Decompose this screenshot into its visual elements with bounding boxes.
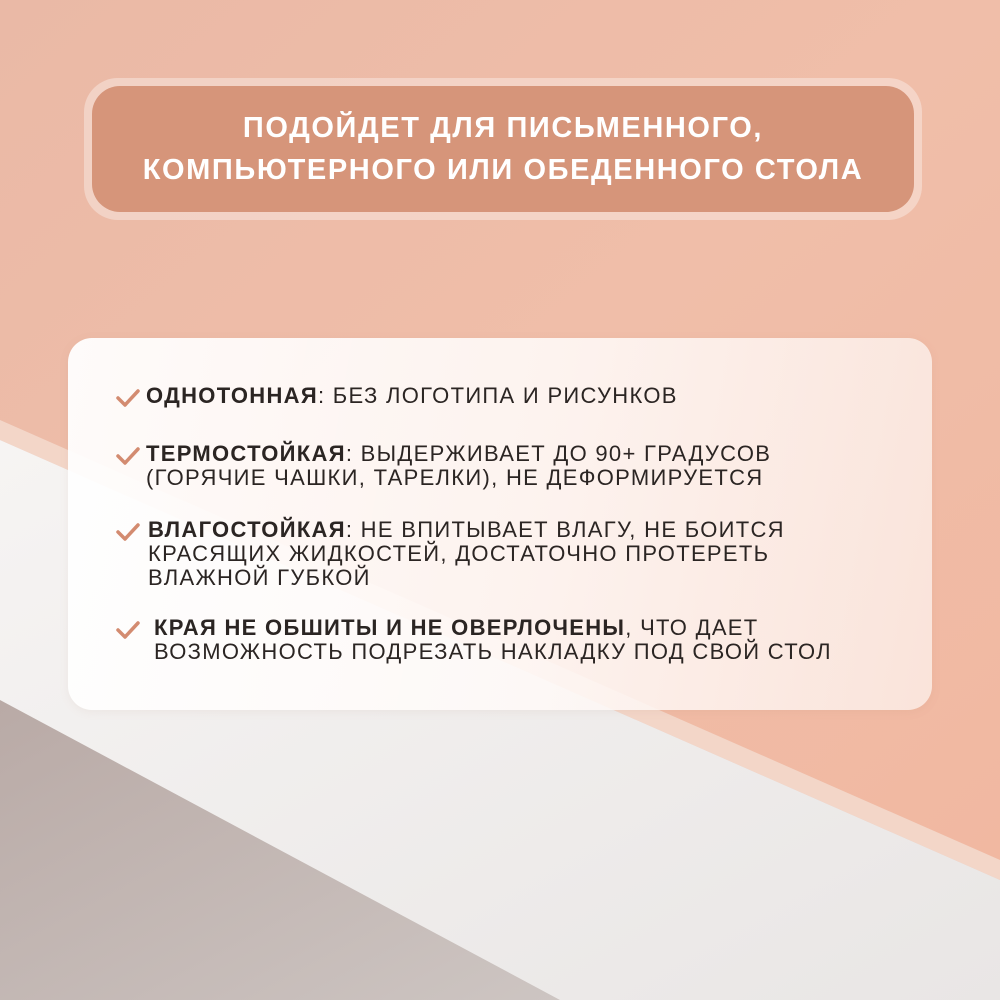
checkmark-icon (116, 522, 140, 542)
feature-bold: ОДНОТОННАЯ (146, 383, 318, 408)
checkmark-icon (116, 446, 140, 466)
feature-text-line-2: ВОЗМОЖНОСТЬ ПОДРЕЗАТЬ НАКЛАДКУ ПОД СВОЙ СТОЛ (154, 639, 832, 664)
feature-rest: : БЕЗ ЛОГОТИПА И РИСУНКОВ (317, 383, 678, 408)
feature-text-line-2: (ГОРЯЧИЕ ЧАШКИ, ТАРЕЛКИ), НЕ ДЕФОРМИРУЕТСЯ (146, 465, 764, 490)
feature-rest: : ВЫДЕРЖИВАЕТ ДО 90+ ГРАДУСОВ (345, 441, 772, 466)
features-card (68, 338, 932, 710)
feature-bold: ВЛАГОСТОЙКАЯ (148, 517, 346, 542)
feature-text-line-2: КРАСЯЩИХ ЖИДКОСТЕЙ, ДОСТАТОЧНО ПРОТЕРЕТЬ (148, 541, 770, 566)
title-banner-inner (92, 86, 914, 212)
checkmark-icon (116, 620, 140, 640)
feature-text-line-1 (148, 518, 785, 542)
checkmark-icon (116, 388, 140, 408)
feature-text-line-3: ВЛАЖНОЙ ГУБКОЙ (148, 565, 371, 590)
feature-rest: , ЧТО ДАЕТ (625, 615, 759, 640)
feature-bold: ТЕРМОСТОЙКАЯ (146, 441, 346, 466)
feature-text-line-1 (154, 616, 759, 640)
feature-rest: : НЕ ВПИТЫВАЕТ ВЛАГУ, НЕ БОИТСЯ (345, 517, 785, 542)
feature-bold: КРАЯ НЕ ОБШИТЫ И НЕ ОВЕРЛОЧЕНЫ (154, 615, 626, 640)
feature-text-line-1 (146, 384, 678, 408)
title-banner (84, 78, 922, 220)
title-line-1: ПОДОЙДЕТ ДЛЯ ПИСЬМЕННОГО, (242, 112, 764, 144)
feature-text-line-1 (146, 442, 771, 466)
title-line-2: КОМПЬЮТЕРНОГО ИЛИ ОБЕДЕННОГО СТОЛА (142, 154, 864, 186)
